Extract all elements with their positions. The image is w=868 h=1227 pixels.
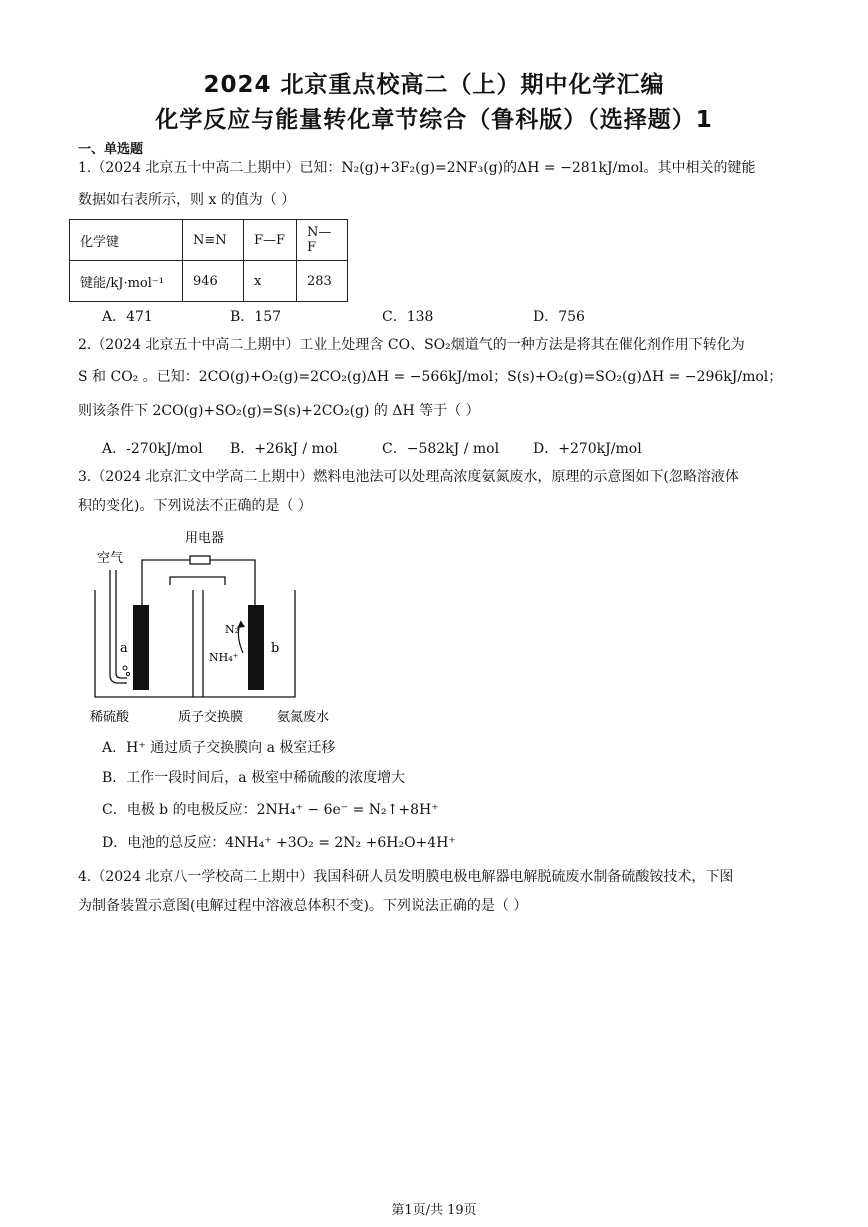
table-header-cell: F—F [244,220,297,261]
document-title-line2: 化学反应与能量转化章节综合（鲁科版）（选择题）1 [155,107,713,133]
wastewater-label: 氨氮废水 [277,710,330,725]
bond-energy-table [69,219,348,302]
q2-option-d: D．+270kJ/mol [533,441,642,457]
q2-option-b: B．+26kJ / mol [230,441,338,457]
q3-stem-line1: 3.（2024 北京汇文中学高二上期中）燃料电池法可以处理高浓度氨氮废水，原理的示意图如下(忽略溶液体 [78,469,739,485]
table-cell: 946 [183,261,244,302]
document-title-line1: 2024 北京重点校高二（上）期中化学汇编 [203,72,665,98]
table-row [70,261,348,302]
q1-option-a: A．471 [102,309,153,325]
electrode-b-label: b [271,641,280,656]
dilute-acid-label: 稀硫酸 [90,710,130,725]
q2-stem-line2: S 和 CO₂ 。已知：2CO(g)+O₂(g)=2CO₂(g)ΔH = −566kJ/mol；S(s)+O₂(g)=SO₂(g)ΔH = −296kJ/mol； [78,369,783,385]
nh4-label: NH₄⁺ [209,651,239,664]
q4-stem-line1: 4.（2024 北京八一学校高二上期中）我国科研人员发明膜电极电解器电解脱硫废水制备硫酸铵技术，下图 [78,869,734,885]
table-row-label: 化学键 [70,220,183,261]
table-cell: 283 [297,261,348,302]
electrode-b [248,605,264,690]
wire-left [142,560,190,585]
q4-stem-line2: 为制备装置示意图(电解过程中溶液总体积不变)。下列说法正确的是（ ） [78,898,528,914]
table-cell: x [244,261,297,302]
q1-stem-line1: 1.（2024 北京五十中高二上期中）已知：N₂(g)+3F₂(g)=2NF₃(g)的ΔH = −281kJ/mol。其中相关的键能 [78,160,756,176]
n2-label: N₂ [225,623,240,636]
air-label: 空气 [97,551,124,566]
electrode-a-label: a [120,641,128,656]
q3-option-d: D．电池的总反应：4NH₄⁺ +3O₂ = 2N₂ +6H₂O+4H⁺ [102,835,456,851]
table-header-cell: N≡N [183,220,244,261]
q3-stem-line2: 积的变化)。下列说法不正确的是（ ） [78,498,312,514]
q2-option-a: A．-270kJ/mol [102,441,203,457]
q1-stem-line2: 数据如右表所示，则 x 的值为（ ） [78,192,296,208]
page-number-footer: 第1页/共 19页 [391,1203,477,1218]
q1-option-d: D．756 [533,309,585,325]
q3-option-c: C．电极 b 的电极反应：2NH₄⁺ − 6e⁻ = N₂↑+8H⁺ [102,802,439,818]
table-row-label: 键能/kJ·mol⁻¹ [70,261,183,302]
table-row [70,220,348,261]
q2-option-c: C．−582kJ / mol [382,441,500,457]
q3-option-a: A．H⁺ 通过质子交换膜向 a 极室迁移 [102,740,336,756]
membrane-label: 质子交换膜 [178,710,244,725]
load-resistor [190,556,210,564]
table-header-cell: N—F [297,220,348,261]
wire-right [210,560,255,585]
q1-option-b: B．157 [230,309,282,325]
q1-option-c: C．138 [382,309,434,325]
q2-stem-line3: 则该条件下 2CO(g)+SO₂(g)=S(s)+2CO₂(g) 的 ΔH 等于（ ） [78,403,480,419]
q2-stem-line1: 2.（2024 北京五十中高二上期中）工业上处理含 CO、SO₂烟道气的一种方法是将其在催化剂作用下转化为 [78,337,745,353]
electrode-a [133,605,149,690]
section-heading: 一、单选题 [78,142,144,157]
fuel-cell-diagram [85,525,345,730]
q3-option-b: B．工作一段时间后，a 极室中稀硫酸的浓度增大 [102,770,406,786]
load-label: 用电器 [185,531,225,546]
